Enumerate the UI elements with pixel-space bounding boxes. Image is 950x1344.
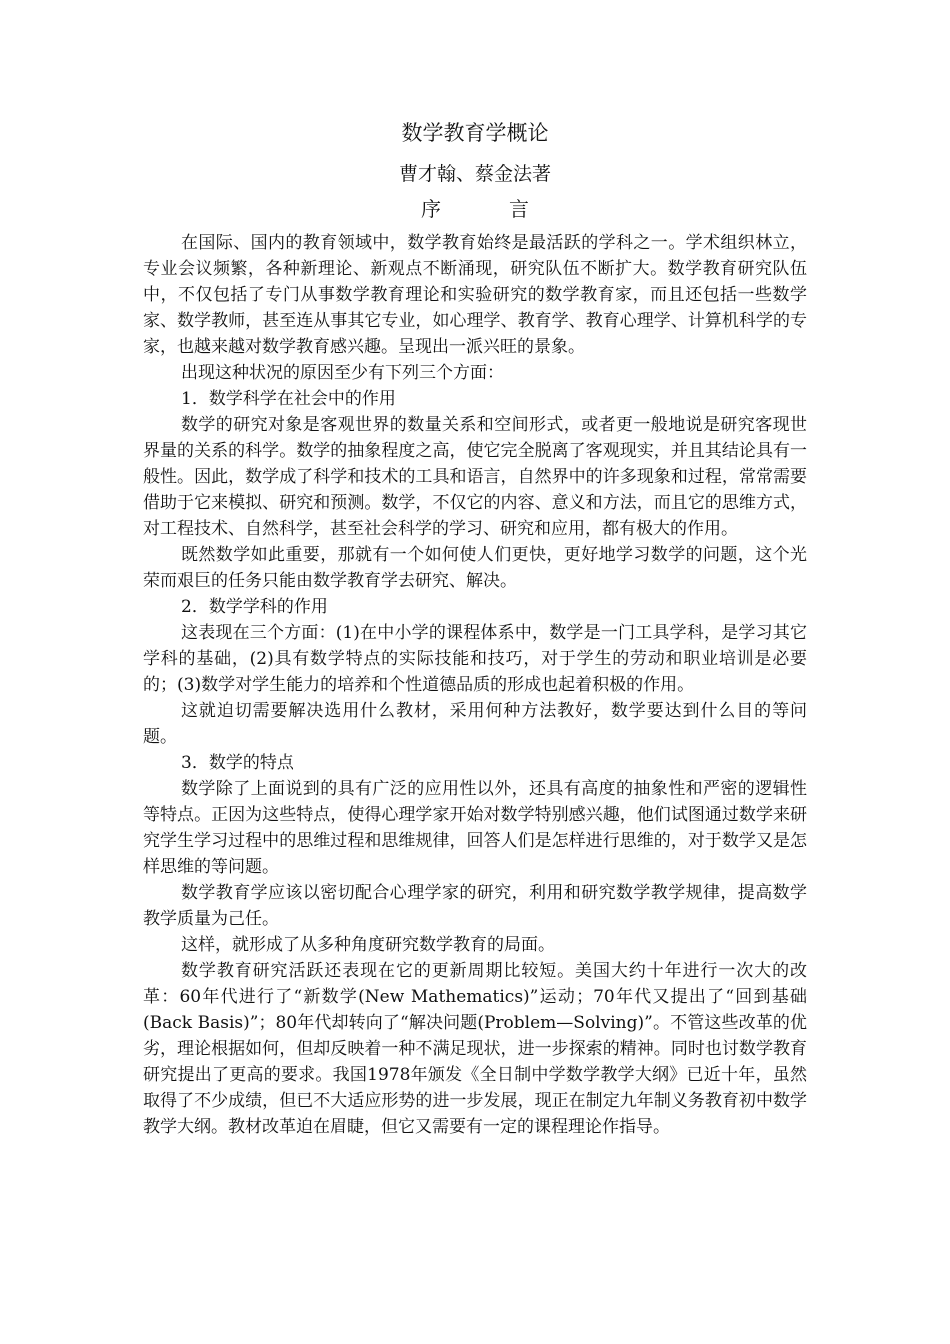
section-title: 序 言 — [421, 197, 553, 221]
paragraph: 出现这种状况的原因至少有下列三个方面： — [181, 363, 504, 383]
paragraph: 这就迫切需要解决选用什么教材，采用何种方法教好，数学要达到什么目的等问题。 — [143, 701, 807, 747]
subsection-heading: 2．数学学科的作用 — [181, 597, 328, 617]
paragraph: 数学的研究对象是客观世界的数量关系和空间形式，或者更一般地说是研究客现世界量的关系的科学。数学的抽象程度之高，使它完全脱离了客观现实，并且其结论具有一般性。因此，数学成了科学和技术的工具和语言，自然界中的许多现象和过程，常常需要借助于它来模拟、研究和预测。数学，不仅它的内容、意义和方法，而且它的思维方式，对工程技术、自然科学，甚至社会科学的学习、研究和应用，都有极大的作用。 — [143, 415, 807, 539]
paragraph: 数学除了上面说到的具有广泛的应用性以外，还具有高度的抽象性和严密的逻辑性等特点。正因为这些特点，使得心理学家开始对数学特别感兴趣，他们试图通过数学来研究学生学习过程中的思维过程和思维规律，回答人们是怎样进行思维的，对于数学又是怎样思维的等问题。 — [143, 779, 807, 877]
subsection-heading: 1．数学科学在社会中的作用 — [181, 389, 396, 409]
document-title: 数学教育学概论 — [401, 121, 549, 145]
paragraph: 这样，就形成了从多种角度研究数学教育的局面。 — [181, 935, 555, 955]
document-body — [143, 230, 807, 1140]
document-authors: 曹才翰、蔡金法著 — [398, 163, 551, 185]
paragraph: 这表现在三个方面：(1)在中小学的课程体系中，数学是一门工具学科，是学习其它学科的基础，(2)具有数学特点的实际技能和技巧，对于学生的劳动和职业培训是必要的；(3)数学对学生能力的培养和个性道德品质的形成也起着积极的作用。 — [143, 623, 807, 695]
subsection-heading: 3．数学的特点 — [181, 753, 294, 773]
paragraph: 数学教育学应该以密切配合心理学家的研究，利用和研究数学教学规律，提高数学教学质量为己任。 — [143, 883, 807, 929]
document-page — [143, 118, 807, 1140]
paragraph: 既然数学如此重要，那就有一个如何使人们更快，更好地学习数学的问题，这个光荣而艰巨的任务只能由数学教育学去研究、解决。 — [143, 545, 807, 591]
paragraph: 在国际、国内的教育领域中，数学教育始终是最活跃的学科之一。学术组织林立，专业会议频繁，各种新理论、新观点不断涌现，研究队伍不断扩大。数学教育研究队伍中，不仅包括了专门从事数学教育理论和实验研究的数学教育家，而且还包括一些数学家、数学教师，甚至连从事其它专业，如心理学、教育学、教育心理学、计算机科学的专家，也越来越对数学教育感兴趣。呈现出一派兴旺的景象。 — [143, 233, 807, 357]
paragraph: 数学教育研究活跃还表现在它的更新周期比较短。美国大约十年进行一次大的改革：60年代进行了“新数学(New Mathematics)”运动；70年代又提出了“回到基础(Back Basis)”；80年代却转向了“解决问题(Problem—Solving)”。不管这些改革的优劣，理论根据如何，但却反映着一种不满足现状，进一步探索的精神。同时也讨数学教育研究提出了更高的要求。我国1978年颁发《全日制中学数学教学大纲》已近十年，虽然取得了不少成绩，但已不大适应形势的进一步发展，现正在制定九年制义务教育初中数学教学大纲。教材改革迫在眉睫，但它又需要有一定的课程理论作指导。 — [143, 961, 807, 1137]
